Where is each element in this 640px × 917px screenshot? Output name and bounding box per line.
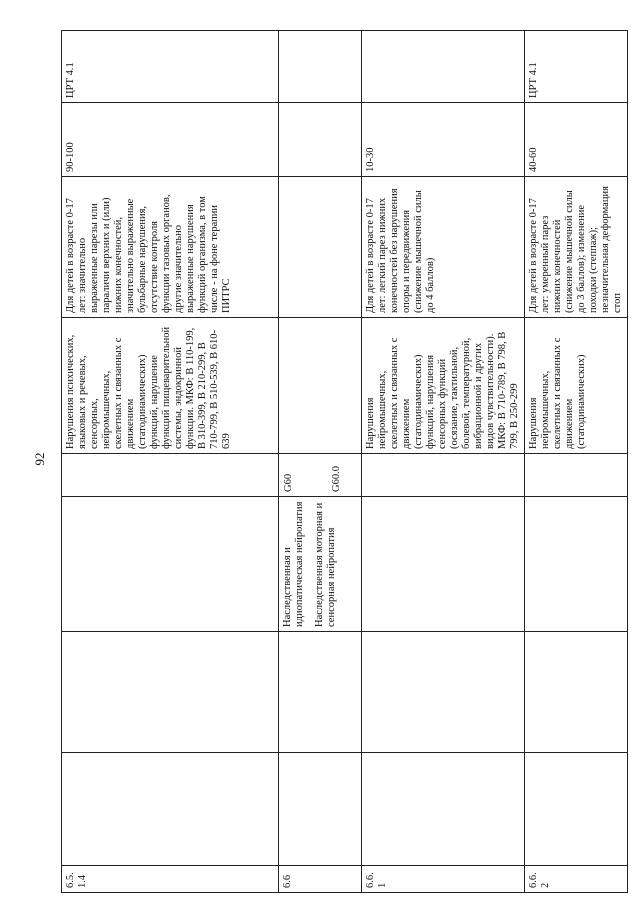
disease-name xyxy=(62,497,279,632)
classification-table xyxy=(61,30,628,893)
cell-empty xyxy=(62,753,279,866)
percent-range: 90-100 xyxy=(62,103,279,177)
rotated-table-region xyxy=(61,31,623,893)
cell-empty xyxy=(525,753,628,866)
disease-name xyxy=(525,497,628,632)
icd-code xyxy=(62,454,279,497)
row-number: 6.6 xyxy=(279,866,362,893)
disease-name xyxy=(279,497,362,632)
percent-range: 10-30 xyxy=(362,103,525,177)
icd-code-secondary: G60.0 xyxy=(331,466,342,492)
row-number: 6.6.2 xyxy=(525,866,628,893)
table-row xyxy=(279,31,362,893)
impairment-text xyxy=(279,318,362,454)
description-text: Для детей в возрасте 0-17 лет: значительно выраженные парезы или параличи верхних и (или) нижних конечностей, значительно выраженные бульбарные нарушения, отсутствие контроля функции тазовых органов, другие значительно выраженные нарушения функций организма, в том числе - на фоне терапии ПИТРС xyxy=(62,177,279,318)
reference-code: ЦРТ 4.1 xyxy=(525,31,628,103)
reference-code xyxy=(362,31,525,103)
cell-empty xyxy=(525,632,628,753)
icd-code-primary: G60 xyxy=(283,473,294,492)
percent-range: 40-60 xyxy=(525,103,628,177)
cell-empty xyxy=(62,632,279,753)
description-text: Для детей в возрасте 0-17 лет: умеренный парез нижних конечностей (снижение мышечной силы до 3 баллов); изменение походки (степпаж); незначительная деформация стоп xyxy=(525,177,628,318)
reference-code xyxy=(279,31,362,103)
disease-name xyxy=(362,497,525,632)
row-number: 6.6.1 xyxy=(362,866,525,893)
percent-range xyxy=(279,103,362,177)
impairment-text: Нарушения психических, языковых и речевых, сенсорных, нейромышечных, скелетных и связанных с движением (статодинамических) функций, нарушение функций пищеварительной системы, эндокринной функции. МКФ: В 110-199, В 310-399, В 210-299, В 710-799, В 510-539, В 610-639 xyxy=(62,318,279,454)
impairment-text: Нарушения нейромышечных, скелетных и связанных с движением (статодинамических) функций, нарушения сенсорных функций (осязание, тактильной, болевой, температурной, вибрационной и других видов чувствительности). МКФ: В 710-789, В 798, В 799, В 250-299 xyxy=(362,318,525,454)
description-text xyxy=(279,177,362,318)
icd-code xyxy=(279,454,362,497)
cell-empty xyxy=(279,753,362,866)
description-text: Для детей в возрасте 0-17 лет: легкий парез нижних конечностей без нарушения опоры и передвижения (снижение мышечной силы до 4 баллов) xyxy=(362,177,525,318)
cell-empty xyxy=(279,632,362,753)
disease-name-primary: Наследственная и идиопатическая нейропатия xyxy=(282,501,305,627)
table-row xyxy=(62,31,279,893)
page-number: 92 xyxy=(32,452,47,466)
row-number: 6.5.1.4 xyxy=(62,866,279,893)
disease-name-secondary: Наследственная моторная и сенсорная нейропатия xyxy=(314,502,337,627)
impairment-text: Нарушения нейромышечных, скелетных и связанных с движением (статодинамических) xyxy=(525,318,628,454)
reference-code: ЦРТ 4.1 xyxy=(62,31,279,103)
cell-empty xyxy=(362,632,525,753)
table-row xyxy=(525,31,628,893)
icd-code xyxy=(362,454,525,497)
icd-code xyxy=(525,454,628,497)
table-row xyxy=(362,31,525,893)
cell-empty xyxy=(362,753,525,866)
